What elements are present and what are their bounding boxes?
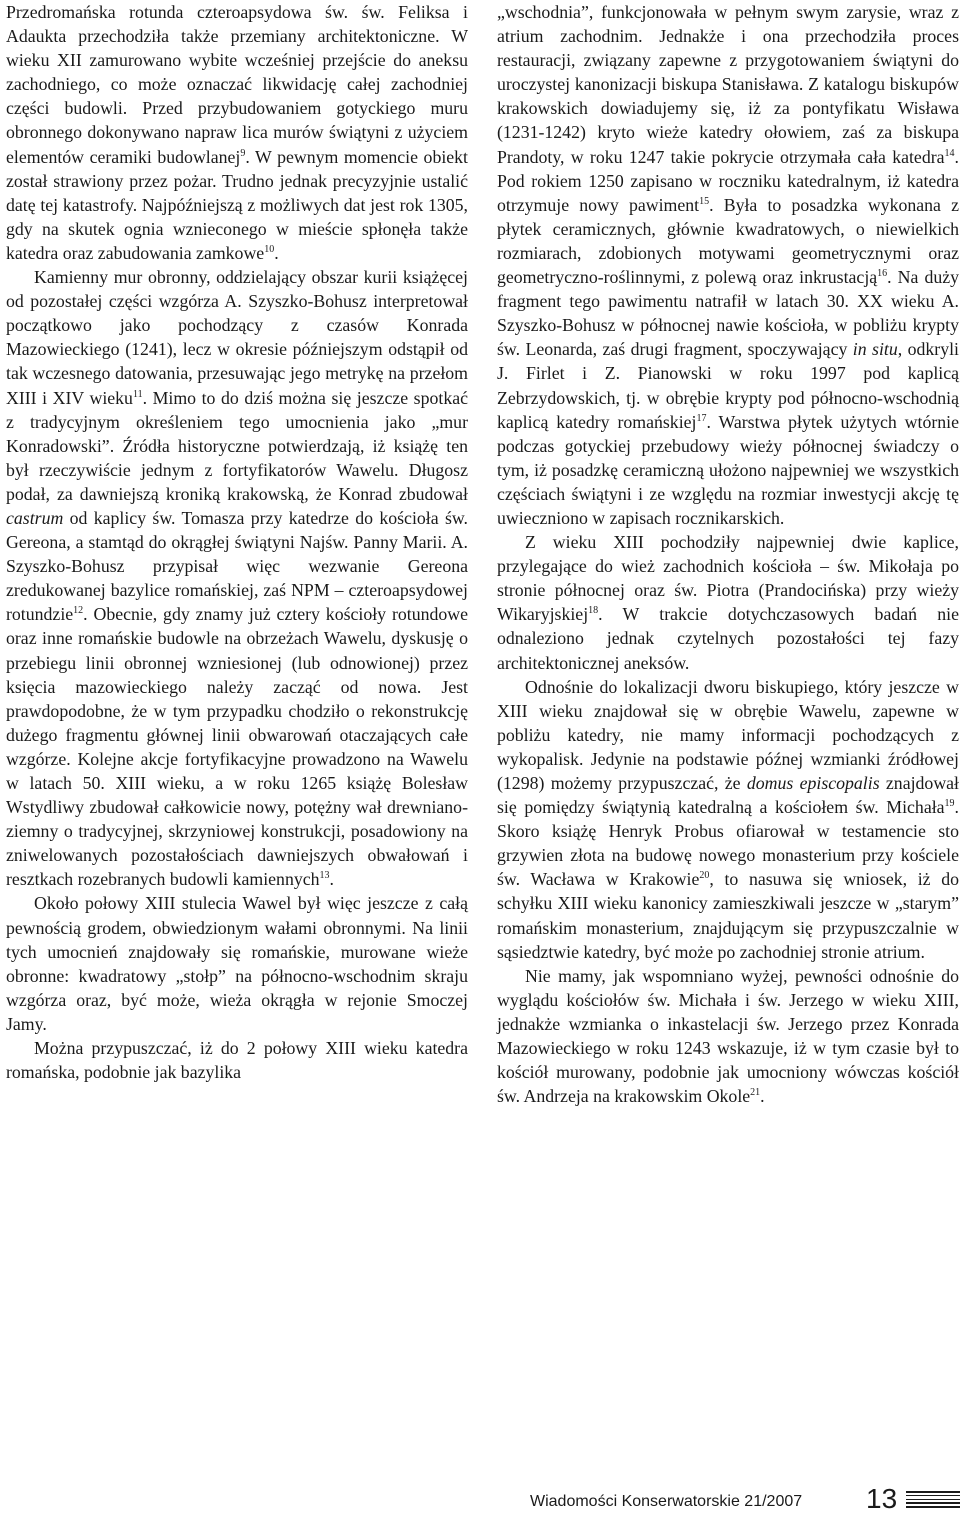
- paragraph-text: . Była to posadzka wykonana z płytek ceramicznych, głównie kwadratowych, o niewielkich rozmiarach, zdobionych motywami geometrycznymi oraz geometryczno-roślinnymi, z polewą oraz inkrustacją: [497, 194, 959, 288]
- paragraph-text: . W trakcie dotychczasowych badań nie odnaleziono jednak czytelnych pozostałości tej fazy architektonicznej aneksów.: [497, 604, 959, 673]
- journal-title: Wiadomości Konserwatorskie 21/2007: [530, 1493, 803, 1510]
- paragraph-text: .: [760, 1086, 765, 1107]
- paragraph-text: Kamienny mur obronny, oddzielający obszar kurii książęcej od pozostałej części wzgórza A. Szyszko-Bohusz interpretował początkowo jako pochodzący z czasów Konrada Mazowieckiego (1241), lecz w okresie późniejszym odstąpił od tak wczesnego datowania, przesuwając jego metrykę na przełom XIII i XIV wieku: [6, 267, 468, 408]
- footnote-ref: 19: [944, 798, 955, 810]
- italic-term: castrum: [6, 507, 64, 528]
- paragraph: [6, 0, 468, 265]
- paragraph-text: . Na duży fragment tego pawimentu natrafił w latach 30. XX wieku A. Szyszko-Bohusz w północnej nawie kościoła, w pobliżu krypty św. Leonarda, zaś drugi fragment, spoczywający: [497, 267, 960, 360]
- footnote-ref: 20: [699, 870, 710, 882]
- paragraph-text: . Skoro książę Henryk Probus ofiarował w testamencie sto grzywien złota na budowę nowego monasterium przy kościele św. Wacława w Krakowie: [497, 797, 959, 890]
- paragraph-text: „wschodnia”, funkcjonowała w pełnym swym zarysie, wraz z atrium zachodnim. Jednakże i ona przechodziła proces restauracji, związany zapewne z przygotowaniem świątyni do uroczystej kanonizacji biskupa Stanisława. Z katalogu biskupów krakowskich dowiadujemy się, iż za pontyfikatu Wisława (1231-1242) kryto wieże katedry ołowiem, zaś za biskupa Prandoty, w roku 1247 takie pokrycie otrzymała cała katedra: [497, 2, 959, 167]
- paragraph-text: , odkryli J. Firlet i Z. Pianowski w roku 1997 pod kaplicą Zebrzydowskich, tj. w obrębie krypty pod północno-wschodnią kaplicą katedry romańskiej: [497, 339, 959, 432]
- footnote-ref: 10: [264, 244, 275, 256]
- paragraph-text: Przedromańska rotunda czteroapsydowa św. św. Feliksa i Adaukta przechodziła także przemiany architektoniczne. W wieku XII zamurowano wybite wcześniej przejście do aneksu zachodniego, co może oznaczać likwidację całej zachodniej części budowli. Przed przybudowaniem gotyckiego muru obronnego dokonywano napraw lica murów świątyni z użyciem elementów ceramiki budowlanej: [6, 2, 468, 167]
- paragraph: [497, 530, 959, 675]
- footnote-ref: 17: [696, 412, 707, 424]
- paragraph-text: .: [274, 242, 279, 263]
- footnote-ref: 12: [73, 605, 84, 617]
- paragraph-text: , to nasuwa się wniosek, iż do schyłku XIII wieku kanonicy zamieszkiwali jeszcze w „starym” romańskim monasterium, znajdującym się przypuszczalnie w sąsiedztwie katedry, być może po zachodniej stronie atrium.: [497, 869, 959, 962]
- footnote-ref: 21: [750, 1087, 761, 1099]
- right-text-column: [497, 0, 959, 1108]
- footnote-ref: 9: [240, 147, 246, 159]
- left-text-column: [6, 0, 468, 1084]
- footnote-ref: 14: [944, 147, 955, 159]
- paragraph-text: Około połowy XIII stulecia Wawel był więc jeszcze z całą pewnością grodem, obwiedzionym wałami obronnymi. Na linii tych umocnień znajdowały się romańskie, murowane wieże obronne: kwadratowy „stołp” na północno-wschodnim skraju wzgórza oraz, być może, wieża okrągła w rejonie Smoczej Jamy.: [6, 893, 468, 1034]
- paragraph-text: Można przypuszczać, iż do 2 połowy XIII wieku katedra romańska, podobnie jak bazylika: [6, 1038, 468, 1083]
- paragraph-text: Nie mamy, jak wspomniano wyżej, pewności odnośnie do wyglądu kościołów św. Michała i św. Jerzego w wieku XIII, jednakże wzmianka o inkastelacji św. Jerzego przez Konrada Mazowieckiego w roku 1243 wskazuje, iż w tym czasie był to kościół murowany, podobnie jak umocniony wówczas kościół św. Andrzeja na krakowskim Okole: [497, 965, 959, 1107]
- italic-term: domus episcopalis: [746, 773, 880, 793]
- page-footer: [530, 1483, 960, 1514]
- paragraph: [497, 675, 959, 964]
- paragraph-text: znajdował się pomiędzy świątynią katedralną a kościołem św. Michała: [497, 773, 959, 818]
- footnote-ref: 11: [132, 388, 143, 400]
- footnote-ref: 15: [699, 195, 710, 207]
- paragraph-text: . Mimo to do dziś można się jeszcze spotkać z tradycyjnym określeniem tego umocnienia jako „mur Konradowski”. Źródła historyczne potwierdzają, iż książę ten był rzeczywiście jednym z fortyfikatorów Wawelu. Długosz podał, za dawniejszą kroniką krakowską, że Konrad zbudował: [6, 387, 468, 504]
- paragraph: [6, 891, 468, 1036]
- footnote-ref: 18: [588, 605, 599, 617]
- footer-rule-lines-icon: [906, 1491, 960, 1509]
- paragraph-text: od kaplicy św. Tomasza przy katedrze do kościoła św. Gereona, a stamtąd do okrągłej świątyni Najśw. Panny Marii. A. Szyszko-Bohusz przypisał więc wezwanie Gereona zredukowanej bazylice romańskiej, zaś NPM – czteroapsydowej rotundzie: [6, 507, 468, 625]
- paragraph-text: . Pod rokiem 1250 zapisano w roczniku katedralnym, iż katedra otrzymuje nowy pawiment: [497, 146, 959, 215]
- paragraph: [6, 1036, 468, 1084]
- paragraph: [497, 964, 959, 1109]
- paragraph-text: . W pewnym momencie obiekt został strawiony przez pożar. Trudno jednak precyzyjnie ustalić datę tej katastrofy. Najpóźniejszą z możliwych dat jest rok 1305, gdy na skutek ognia wznieconego w mieście spłonęła także katedra oraz zabudowania zamkowe: [6, 146, 469, 263]
- italic-term: in situ: [852, 339, 898, 360]
- paragraph-text: Z wieku XIII pochodziły najpewniej dwie kaplice, przylegające do wież zachodnich kościoła – św. Mikołaja po stronie północnej oraz św. Piotra (Prandocińska) przy wieży Wikaryjskiej: [497, 532, 959, 625]
- paragraph-text: . Warstwa płytek użytych wtórnie podczas gotyckiej przebudowy wieży północnej świadczy o tym, iż posadzkę ceramiczną ułożono najpewniej we wszystkich częściach świątyni i ze względu na rozmiar inwestycji akcję tę uwieczniono w zapisach rocznikarskich.: [497, 411, 959, 528]
- paragraph: [497, 0, 959, 530]
- paragraph-text: . Obecnie, gdy znamy już cztery kościoły rotundowe oraz inne romańskie budowle na obrzeżach Wawelu, dyskusję o przebiegu linii obronnej wzniesionej (lub odnowionej) przez księcia mazowieckiego należy zacząć od nowa. Jest prawdopodobne, że w tym przypadku chodziło o rekonstrukcję dużego fragmentu głównej linii obwarowań otaczających całe wzgórze. Kolejne akcje fortyfikacyjne prowadzono na Wawelu w latach 50. XIII wieku, a w roku 1265 książę Bolesław Wstydliwy zbudował całkowicie nowy, potężny wał drewniano-ziemny o tradycyjnej, skrzyniowej konstrukcji, posadowiony na zniwelowanych pozostałościach dawniejszych obwałowań i resztkach rozebranych budowli kamiennych: [6, 604, 468, 890]
- paragraph-text: .: [329, 869, 334, 890]
- footnote-ref: 13: [319, 870, 330, 882]
- paragraph: [6, 265, 468, 891]
- paragraph-text: Odnośnie do lokalizacji dworu biskupiego, który jeszcze w XIII wieku znajdował się w obrębie Wawelu, zapewne w pobliżu katedry, nie mamy informacji pochodzących z wykopalisk. Jedynie na podstawie późnej wzmianki źródłowej (1298) możemy przypuszczać, że: [497, 676, 959, 793]
- footnote-ref: 16: [877, 268, 888, 280]
- page-number: 13: [866, 1483, 898, 1514]
